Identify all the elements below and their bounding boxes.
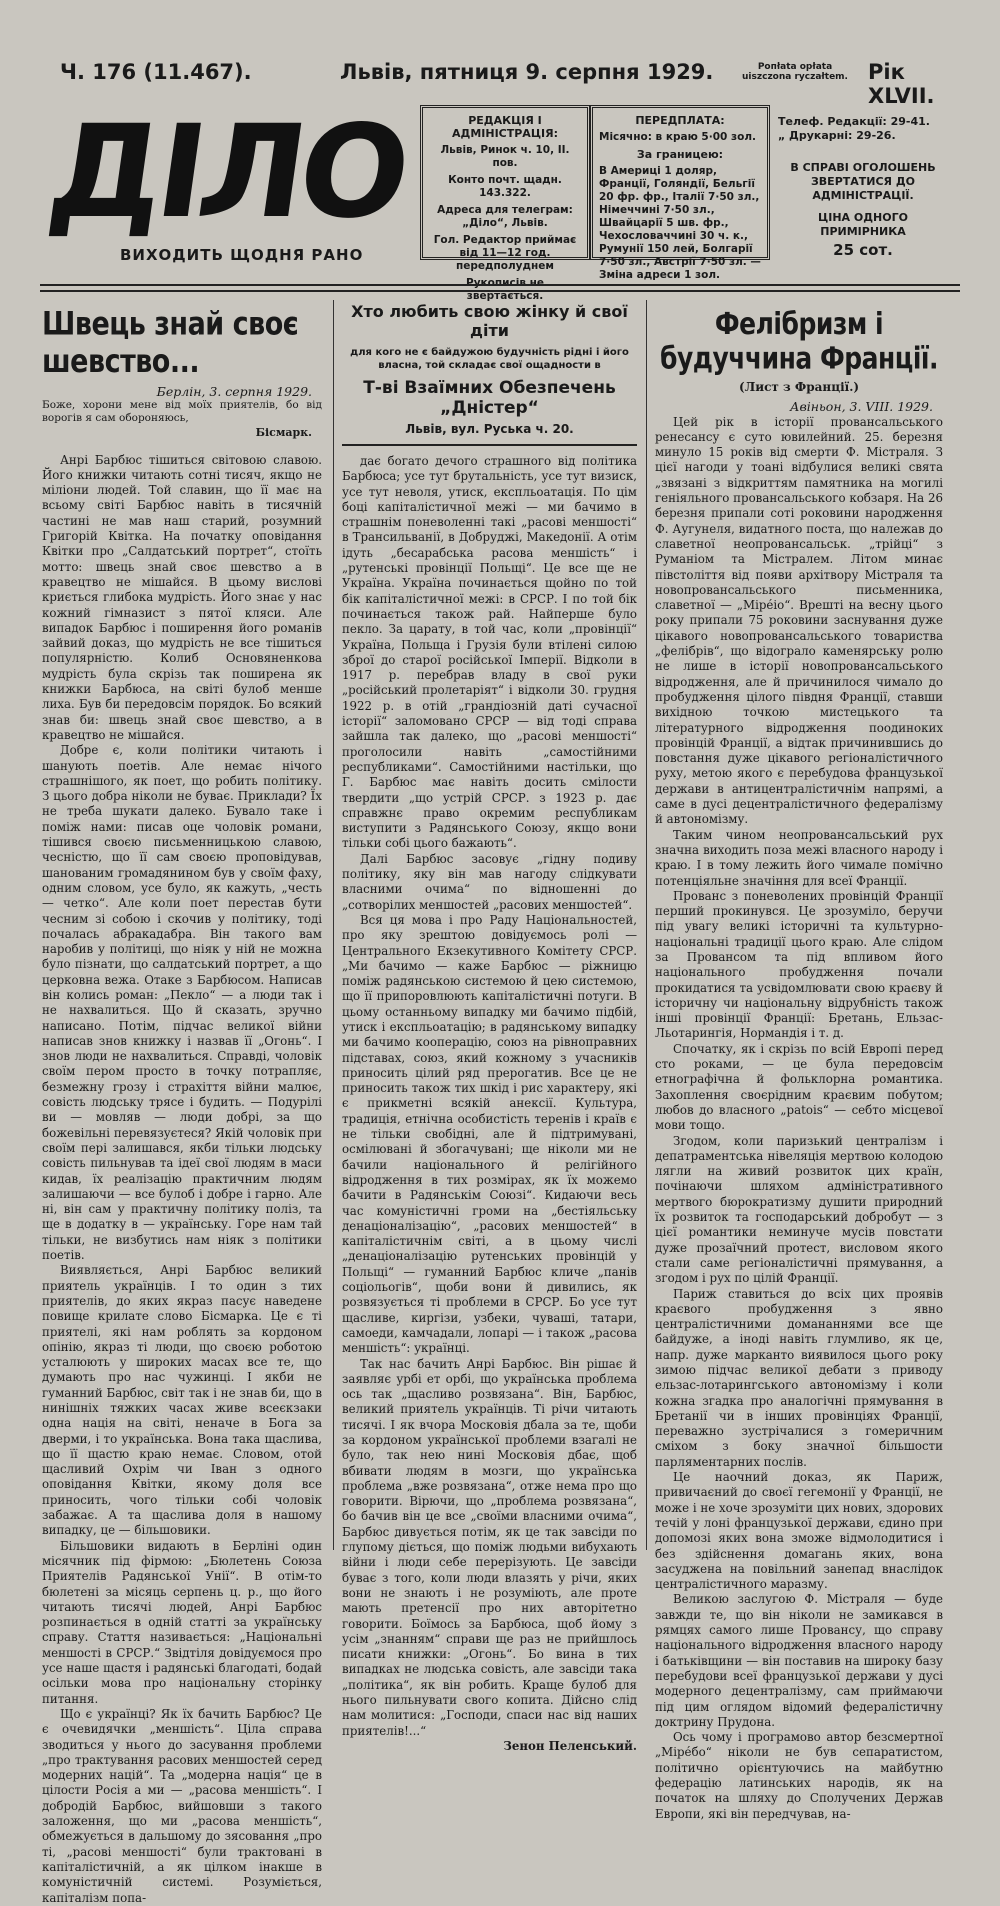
editorial-editor: Гол. Редактор приймає від 11—12 год. передполуднем — [433, 234, 577, 272]
paragraph: Париж ставиться до всіх цих проявів краєвого пробудження з явно централістичними домананнями все ще байдуже, а іноді навіть глумливо, як це, напр. дуже марканто виявилося цього року зимою підчас великої дебати з приводу ельзас-лотарингського автономізму і коли кожна згадка про аналогічні прямування в Бретанії чи в інших провінціях Франції, переважно зустрічалися з гомеричним сміхом з боку значної більшости парляментарних послів. — [655, 1286, 943, 1469]
editorial-box — [420, 105, 590, 302]
editorial-address: Львів, Ринок ч. 10, II. пов. — [440, 144, 570, 169]
price-value: 25 сот. — [833, 241, 893, 259]
article-place-date: Авіньон, 3. VIII. 1929. — [790, 399, 933, 415]
header-rule-bottom — [40, 290, 960, 292]
issue-number: Ч. 176 (11.467). — [60, 60, 252, 84]
ad-headline: Хто любить свою жінку й свої діти — [351, 302, 628, 340]
epigraph: Боже, хорони мене від моїх приятелів, бо від ворогів я сам обороняюсь, — [42, 399, 322, 425]
paragraph: Згодом, коли паризький централізм і депатраментська нівеляція мертвою колодою лягли на живий розвиток цих країн, почінаючи шляхом адміністративного мертвого бюрократизму душити природний їх розвиток та господарський добробут — з цієї романтики неминуче мусів повстати дуже прозаїчний протест, висловом якого стали саме регіоналістичні прямування, а згодом і рух по цілій Франції. — [655, 1133, 943, 1286]
subscription-monthly: Місячно: в краю 5·00 зол. — [599, 131, 756, 143]
paragraph: Виявляється, Анрі Барбюс великий приятель українців. І то один з тих приятелів, до яких якраз пасує наведене повище крилате слово Бісмарка. Це є ті приятелі, які нам роблять за кордоном опінію, якраз ті люди, що своєю роботою усталюють у широких масах все те, що думають про нас чужинці. І якби не гуманний Барбюс, світ так і не знав би, що в нинішніх тяжких часах живе всеєкзаки одна нація на світі, неначе в Бога за дверми, і то українська. Вона така щаслива, що її щастю крaю немає. Словом, отой щасливий Охрім чи Іван з одного оповідання Квітки, якому доля все приносить, чого тільки собі чоловік забажає. А та щаслива доля в нашому випадку, це — більшовики. — [42, 1263, 323, 1538]
article-subtitle: (Лист з Франції.) — [738, 380, 860, 394]
paragraph: Це наочний доказ, як Париж, привичаєний до своєї гегемонії у Франції, не може і не хоче зрозуміти цих нових, здорових течій у лоні французької держави, єдино при допомозі яких вона зможе відмолодитися і без здійснення домагань яких, вона засуджена на повільний занепад внаслідок централістичного маразму. — [655, 1470, 943, 1592]
paragraph: Більшовики видають в Берліні один місячник під фірмою: „Бюлетень Союза Приятелів Радянської Унії“. В отім-то бюлетені за місяць серпень ц. р., що його читають тисячі людей, Анрі Барбюс розпинається в одній статті за українську справу. Стаття називається: „Національні меншості в СРСР.“ Звідтіля довідуємося про усе наше щастя і радянські благодаті, бодай осільки мова про національну сторінку питання. — [42, 1538, 322, 1706]
ad-text: для кого не є байдужою будучність рідні і його власна, той складає свої ощадности в — [350, 347, 629, 371]
subscription-box — [590, 105, 770, 281]
editorial-telegram: Адреса для телеграм: „Діло“, Львів. — [437, 204, 573, 229]
article-headline: Швець знай своє шевство... — [42, 305, 299, 381]
dateline: Львів, пятниця 9. серпня 1929. — [340, 60, 714, 84]
ad-company: Т-ві Взаїмних Обезпечень „Дністер“ — [363, 378, 616, 418]
phone-printing: „ Друкарні: 29-26. — [778, 129, 896, 142]
editorial-manuscripts: Рукописів не звертається. — [466, 277, 544, 302]
subscription-title: ПЕРЕДПЛАТА: — [635, 114, 725, 127]
column-right — [655, 300, 943, 1822]
newspaper-logo: ДІЛО — [39, 98, 414, 247]
article-headline: Фелібризм і будуччина Франції. — [660, 306, 938, 376]
paragraph: Далі Барбюс засовує „гідну подиву політику, яку він мав нагоду слідкувати власними очима“ по відношенні до „сотворілих меншостей „расових меншостей“. — [342, 851, 637, 912]
column-separator — [333, 300, 334, 1550]
paragraph: Таким чином неопровансальський рух значна виходить поза межі власного народу і краю. І в тому лежить його чимале помічно потенціяльне значіння для всеї Франції. — [655, 827, 943, 888]
epigraph-author: Бісмарк. — [255, 426, 312, 440]
article-place-date: Берлін, 3. серпня 1929. — [156, 384, 312, 399]
header-rule-top — [40, 284, 960, 286]
top-line — [40, 60, 960, 108]
editorial-title: РЕДАКЦІЯ І АДМІНІСТРАЦІЯ: — [452, 114, 558, 140]
tagline: ВИХОДИТЬ ЩОДНЯ РАНО — [120, 246, 364, 264]
paragraph: Спочатку, як і скрізь по всій Европі перед сто роками, — це була передовсім етнографічна й фольклорна романтика. Захоплення своєрідним краєвим побутом; любов до власного „patois“ — себто місцевої мови тощо. — [655, 1041, 943, 1133]
paragraph: Добре є, коли політики читають і шанують поетів. Але немає нічого страшнішого, як поет, що робить політику. З цього добра ніколи не буває. Приклади? Їх не треба шукати далеко. Бувало таке і поміж нами: писав оце чоловік романи, тішився своєю письменницькою славою, чесністю, що її сам своєю проповідував, шанованим громадянином був у своїм фаху, одним словом, усе було, як кажуть, „честь — четко“. Але коли поет перестав бути чесним зі собою і скочив у політику, тоді почалась абракадабра. Він такого вам наробив у політиці, що ніяк у ній не можна було пізнати, що салдатський портрет, а що церковна вежа. Отаке з Барбюсом. Написав він колись роман: „Пекло“ — а люди так і не нахвалиться. Що й сказать, зручно написано. Потім, підчас великої війни написав знов книжку і назвав її „Огонь“. І знов люди не нахвалиться. Справді, чоловік своїм пером просто в точку потрапляє, безмежну грозу і страхіття війни малює, совість людську трясе і будить. — Подурілі ви — мовляв — люди добрі, за що божевільні перевязуєтеся? Якій чоловік при своїм пері залишався, якби тільки людську совість пильнував та ідеї свої людям в маси кидав, їх реалізацію практичним людям залишаючи — все булоб і добре і гарно. Але ні, він сам у практичну політику поліз, та ще в додатку в — українську. Горе нам тай тільки, не визбутись нам ніяк з політики поетів. — [42, 743, 322, 1263]
paragraph: Так нас бачить Анрі Барбюс. Він рішає й заявляє урбі ет орбі, що українська проблема ось так „щасливо розвязана“. Він, Барбюс, великий приятель українців. Ті річи читають тисячі. І як вчора Московія дбала за те, щоби за кордоном української проблеми взагалі не було, так нею нині Московія дбає, щоб вбивати людям в мозги, що українська проблема „вже розвязана“, отже нема про що говорити. Вірючи, що „проблема розвязана“, бо бачив він це все „своїми власними очима“, Барбюс дивується потім, як це так завсіди по глупому діється, що поміж людьми вибухають війни і люди себе перерізують. Це завсіди буває з того, коли люди влазять у річи, яких вони не знають і не розуміють, але проте мають претенсії про них авторітетно говорити. Боїмось за Барбюса, щоб йому з усім „знанням“ справи ще раз не прийшлось писати книжки: „Огонь“. Бо вина в тих випадках не людська совість, але завсіди така „політика“, як він робить. Краще булоб для нього пильнувати свого копита. Дійсно слід нам молитися: „Господи, спаси нас від наших приятелів!...“ — [342, 1356, 637, 1738]
subscription-abroad-title: За границею: — [636, 148, 724, 161]
paragraph: Прованс з поневолених провінцій Франції перший прокинувся. Це зрозуміло, беручи під увагу великі історичні та культурно-національні традиції цього краю. Але слідом за Провансом та під впливом його національного пробудження почали прокидатися та усвідомлювати свою краєву й історичну чи національну відрубність також інші провінції Франції: Бретань, Ельзас-Льотарингія, Нормандія і т. д. — [655, 888, 943, 1041]
subscription-abroad: В Америці 1 доляр, Франції, Голяндії, Бельгії 20 фр. фр., Італії 7·50 зл., Німеччині 7·50 зл., Швайцарії 5 шв. фр., Чехословаччині 30 ч. к., Румунії 150 лей, Болгарії 7·50 зл., Австрії 7·50 зл. — Зміна адреси 1 зол. — [599, 165, 761, 281]
paragraph: Що є українці? Як їх бачить Барбюс? Це є очевидячки „меншість“. Ціла справа зводиться у нього до засування проблеми „про трактування расових меншостей серед модерних націй“. Та „модерна нація“ це в цілости Росія а ми — „расова меншість“. І добродій Барбюс, вийшовши з такого заложення, що ми „расова меншість“, обмежується в дальшому до зясовання „про ті, „расові меншості“ були трактовані в капіталістичній, а як цілком інакше в комуністичній системі. Розуміється, капіталізм попа- — [42, 1706, 322, 1905]
paragraph: Ось чому і програмово автор безсмертної „Мірéбо“ ніколи не був сепаратистом, політично орієнтуючись на майбутню федерацію латинських народів, як на початок на шляху до Сполучених Держав Европи, які він передчував, на- — [655, 1730, 943, 1821]
paragraph: Вся ця мова і про Раду Національностей, про яку зрештою довідуємось ролі — Центрального Екзекутивного Комітету СРСР. „Ми бачимо — каже Барбюс — ріжницю поміж радянською системою й цею системою, що її припоровлюють капіталістичні потуги. В цьому останньому випадку ми бачимо підбій, утиск і експльоатацію; в радянському випадку ми бачимо кооперацію, союз на рівноправних підставах, союз, який кожному з учасників приносить цілий ряд прерогатив. Все це не приносить також тих шкід і рис характеру, які є прикметні всякій анексії. Культура, традиція, етнічна особистість теренів і країв є не тільки свобідні, але й підтримувані, осмілювані й збогачувані; ще ніколи ми не бачили національного й релігійного відродження в тих розмірах, як їх можемо бачити в Радянськім Союзі“. Кидаючи весь час комуністичні громи на „бестіяльську денаціоналізацію“, „расових меншостей“ в капіталістичнім світі, а в цьому числі „денаціоналізацію рутенських провінцій у Польщі“ — гуманний Барбюс кличе „панів соціольогів“, щоби вони й дивились, як розвязується ті проблеми в СРСР. Бо усе тут щасливе, киргізи, узбеки, чуваші, татари, самоеди, камчадали, лопарі — і також „расова меншість“: українці. — [342, 912, 637, 1356]
editorial-account: Конто почт. щадн. 143.322. — [448, 174, 562, 199]
paragraph: дає богато дечого страшного від політика Барбюса; усе тут брутальність, усе тут визиск, усе тут неволя, утиск, експльоатація. По цім боці капіталістичної межі — ми бачимо в страшнім поневоленні такі „расові меншості“ в Трансильванії, в Добруджі, Македонії. А отім ідуть „бесарабська расова меншість“ і „рутенські провінції Польщі“. Це все ще не Україна. Україна починається щойно по той бік капіталістичної межі: в СРСР. І по той бік починається також рай. Найперше було пекло. За царату, в той час, коли „провінції“ Україна, Польща і Грузія були втілені силою зброї до старої російської Імперії. Відколи в 1917 р. перебрав владу в свої руки „російський пролетаріят“ і відколи 30. грудня 1922 р. в отій „грандіозній даті сучасної історії“ заломовано СРСР — від тоді справа зайшла так далеко, що „расові меншості“ проголосили навіть „самостійними республиками“. Самостійними настільки, що Г. Барбюс має навіть досить смілости твердити „що устрій СРСР. з 1923 р. дає справжнє право окремим республикам виступити з Радянського Союзу, якщо вони тільки собі цього бажають“. — [342, 454, 637, 851]
column-left — [42, 300, 322, 1906]
advertisement — [342, 300, 637, 446]
postage-note: Рoпłаtа оpłаtа uiszczona ryczałtem. — [742, 62, 848, 82]
column-middle — [342, 300, 637, 1754]
article-author: Зенон Пеленський. — [503, 1738, 637, 1753]
ad-address: Львів, вул. Руська ч. 20. — [405, 422, 574, 436]
column-separator — [646, 300, 647, 1550]
year-volume: Рік XLVII. — [868, 60, 935, 108]
phone-editorial: Телеф. Редакції: 29-41. — [778, 115, 930, 128]
paragraph: Цей рік в історії провансальського ренесансу є суто ювилейний. 25. березня минуло 15 років від смерти Ф. Містраля. З цієї нагоди у тоані відбулися великі свята „звязані з відкриттям памятника на могилі геніяльного провансальського кобзаря. На 26 березня припали сoті роковини народження Ф. Аугунеля, видатного поста, що належав до славетної неопровансальськ. „трійці“ з Руманіом та Містралем. Літом минає півстоліття від появи архітвору Містраля та новопровансальського письменника, славетної — „Мірéіо“. Врешті на весну цього року припали 75 роковини заснування дуже цікавого новопровансальського товариства „фелібрів“, що відограло каменярську ролю не лише в історії новопровансальського відродження, але й причинилося чимало до пробудження цілого півдня Франції, ставши вихідною точкою мистецького та літературного відродження поодиноких провінцій Франції, а відтак причинившись до повстання дуже цікавого регіоналістичного руху, метою якого є перебудова французької держави в антицентралістичнім напрямі, а саме в дусі децентралістичного федералізму й автономізму. — [655, 414, 943, 827]
contact-info — [778, 115, 948, 257]
paragraph: Великою заслугою Ф. Містраля — буде завжди те, що він ніколи не замикався в рямцях самого лише Провансу, що справу національного відродження власного народу і батьківщини — він поставив на широку базу перебудови всеї французької держави у дусі модерного децентралізму, сам приймаючи під цим оглядом відомий федералістичну доктрину Прудона. — [655, 1592, 943, 1729]
paragraph: Анрі Барбюс тішиться світовою славою. Його книжки читають сотні тисяч, якщо не міліони людей. Той славин, що її має на всьому світі Барбюс навіть в тисячній частині не мав наш старий, розумний Григорій Квітка. На початку оповідання Квітки про „Салдатський портрет“, стоїть мотто: швець знай своє шевство а в кравецтво не мішайся. В цьому вислові криється глибока мудрість. Його знає у нас кожний гімназист з пятої кляси. Але випадок Барбюс і поширення його романів зайвий доказ, що мудрість не все тішиться популярністю. Колиб Основяненкова мудрість була скрізь так поширена як книжки Барбюса, на світі булоб менше лиха. Був би передовсім порядок. Бо всякий знав би: швець знай своє шевство, а в кравецтво не мішайся. — [42, 452, 322, 742]
ads-appeal: В СПРАВІ ОГОЛОШЕНЬ ЗВЕРТАТИСЯ ДО АДМІНІСТРАЦІЇ. — [790, 161, 936, 202]
price-label: ЦІНА ОДНОГО ПРИМІРНИКА — [818, 211, 908, 238]
masthead — [39, 98, 420, 268]
